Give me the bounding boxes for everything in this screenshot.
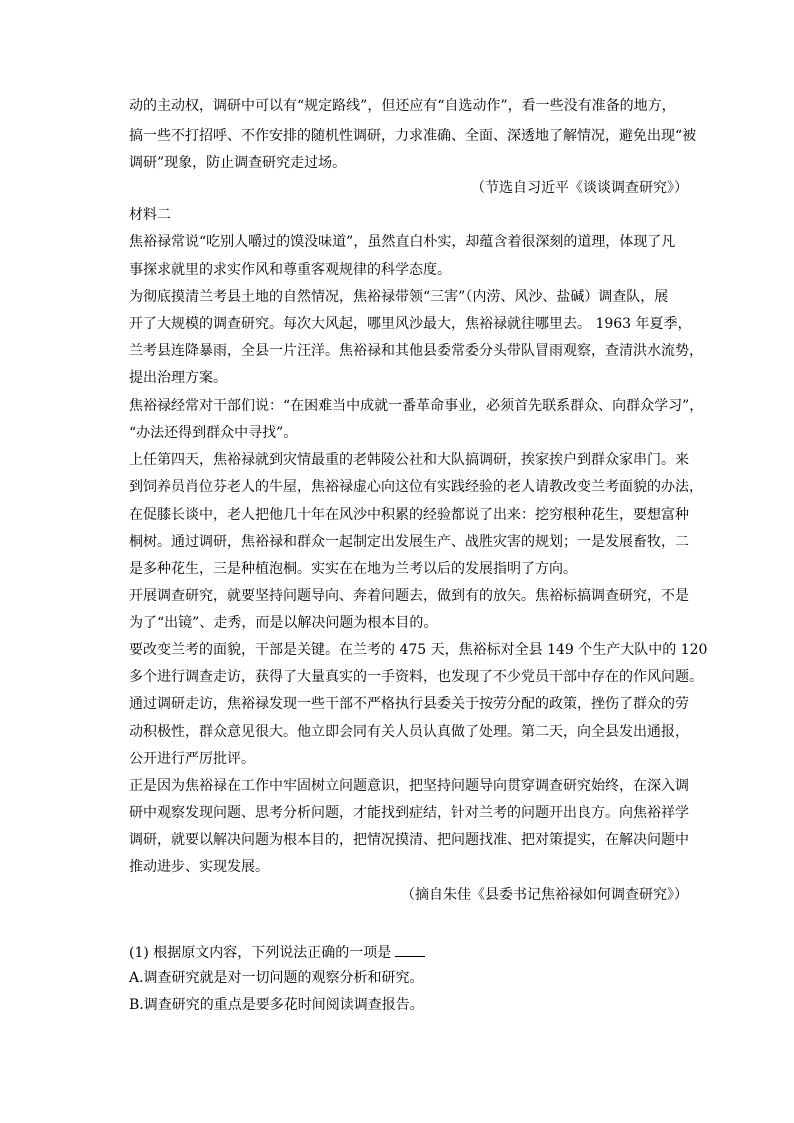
text-line: 是多种花生，三是种植泡桐。实实在在地为兰考以后的发展指明了方向。 xyxy=(129,561,577,577)
text-line: 到饲养员肖位芬老人的牛屋，焦裕禄虚心向这位有实践经验的老人请教改变兰考面貌的办法， xyxy=(129,479,703,495)
text-line: 调研”现象，防止调查研究走过场。 xyxy=(129,155,347,171)
text-line: 在促膝长谈中，老人把他几十年在风沙中积累的经验都说了出来：挖穷根种花生，要想富种 xyxy=(129,507,689,523)
question-text: (1) 根据原文内容，下列说法正确的一项是 xyxy=(129,945,392,961)
option-a: A.调查研究就是对一切问题的观察分析和研究。 xyxy=(129,970,424,986)
text-line: 推动进步、实现发展。 xyxy=(129,859,269,875)
text-line: 研中观察发现问题、思考分析问题，才能找到症结，针对兰考的问题开出良方。向焦裕祥学 xyxy=(129,805,689,821)
text-line: 提出治理方案。 xyxy=(129,370,227,386)
text-line: 兰考县连降暴雨，全县一片汪洋。焦裕禄和其他县委常委分头带队冒雨观察，查清洪水流势， xyxy=(129,343,703,359)
text-line: 为了“出镜”、走秀，而是以解决问题为根本目的。 xyxy=(129,615,438,631)
text-line: “办法还得到群众中寻找”。 xyxy=(129,425,298,441)
text-line: 上任第四天，焦裕禄就到灾情最重的老韩陵公社和大队搞调研，挨家挨户到群众家串门。来 xyxy=(129,452,689,468)
section-heading: 材料二 xyxy=(129,207,171,223)
text-line: 焦裕禄常说“吃别人嚼过的馍没味道”，虽然直白朴实，却蕴含着很深刻的道理，体现了凡 xyxy=(129,234,676,250)
text-line: 正是因为焦裕禄在工作中牢固树立问题意识，把坚持问题导向贯穿调查研究始终，在深入调 xyxy=(129,778,689,794)
source-citation: （摘自朱佳《县委书记焦裕禄如何调查研究》） xyxy=(401,887,688,903)
text-line: 动的主动权，调研中可以有“规定路线”，但还应有“自选动作”，看一些没有准备的地方， xyxy=(129,98,676,114)
answer-blank xyxy=(395,942,425,957)
text-line: 桐树。通过调研，焦裕禄和群众一起制定出发展生产、战胜灾害的规划；一是发展畜牧，二 xyxy=(129,534,689,550)
text-line: 调研，就要以解决问题为根本目的，把情况摸清、把问题找准、把对策提实，在解决问题中 xyxy=(129,832,689,848)
text-line: 公开进行严厉批评。 xyxy=(129,751,255,767)
text-line: 多个进行调查走访，获得了大量真实的一手资料，也发现了不少党员干部中存在的作风问题。 xyxy=(129,669,703,685)
text-line: 动积极性，群众意见很大。他立即会同有关人员认真做了处理。第二天，向全县发出通报， xyxy=(129,724,689,740)
text-line: 为彻底摸清兰考县土地的自然情况，焦裕禄带领“三害”（内涝、风沙、盐碱）调查队，展 xyxy=(129,289,669,305)
text-line: 要改变兰考的面貌，干部是关键。在兰考的 475 天，焦裕标对全县 149 个生产大队中的 120 xyxy=(129,642,708,658)
text-line: 搞一些不打招呼、不作安排的随机性调研，力求准确、全面、深透地了解情况，避免出现“被 xyxy=(129,128,697,144)
question-stem xyxy=(129,942,425,963)
text-line: 通过调研走访，焦裕禄发现一些干部不严格执行县委关于按劳分配的政策，挫伤了群众的劳 xyxy=(129,696,689,712)
text-line: 开了大规模的调查研究。每次大风起，哪里风沙最大，焦裕禄就往哪里去。 1963 年夏季， xyxy=(129,316,692,332)
source-citation: （节选自习近平《谈谈调查研究》） xyxy=(471,180,688,196)
option-b: B.调查研究的重点是要多花时间阅读调查报告。 xyxy=(129,997,424,1013)
text-line: 事探求就里的求实作风和尊重客观规律的科学态度。 xyxy=(129,262,451,278)
text-line: 焦裕禄经常对干部们说：“在困难当中成就一番革命事业，必须首先联系群众、向群众学习”， xyxy=(129,398,704,414)
text-line: 开展调查研究，就要坚持问题导向、奔着问题去，做到有的放矢。焦裕标搞调查研究，不是 xyxy=(129,588,689,604)
